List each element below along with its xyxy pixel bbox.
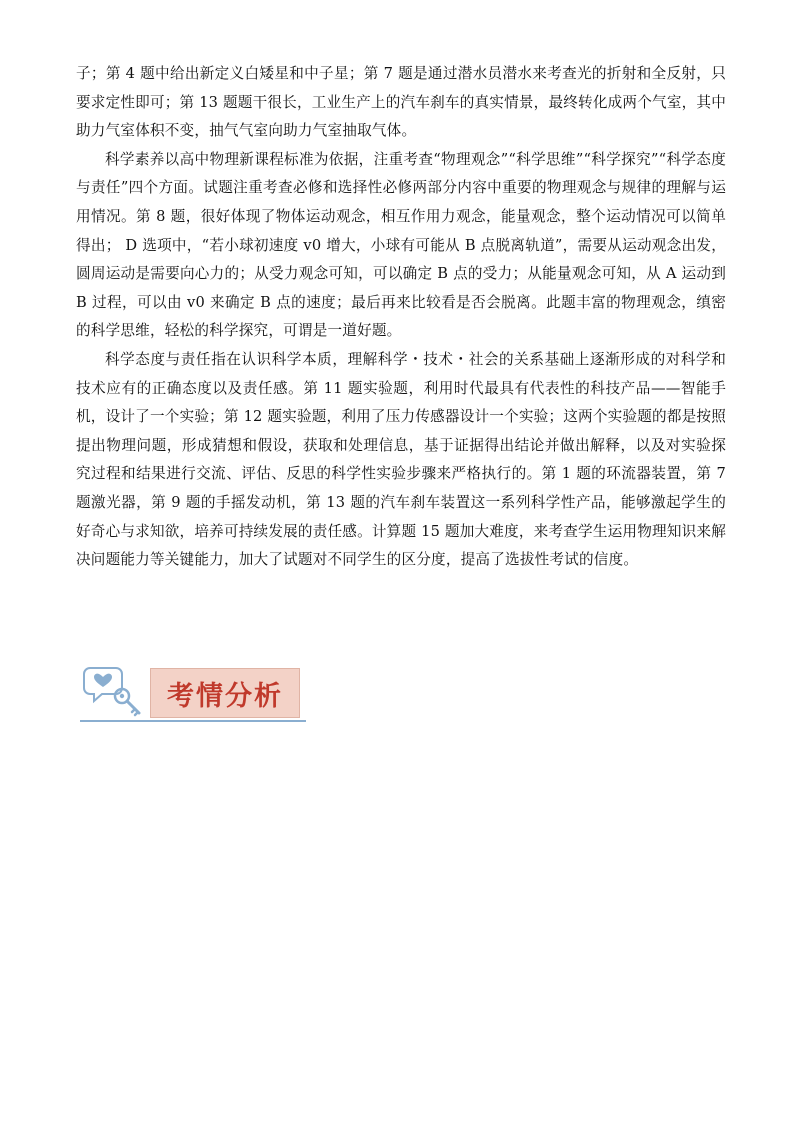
section-title-box — [150, 668, 300, 718]
paragraph-continuation: 子；第 4 题中给出新定义白矮星和中子星；第 7 题是通过潜水员潜水来考查光的折射和全反射，只要求定性即可；第 13 题题干很长，工业生产上的汽车刹车的真实情景，最终转化成两个气室，其中助力气室体积不变，抽气气室向助力气室抽取气体。 — [76, 65, 726, 140]
paragraph-science-literacy: 科学素养以高中物理新课程标准为依据，注重考查“物理观念”“科学思维”“科学探究”“科学态度与责任”四个方面。试题注重考查必修和选择性必修两部分内容中重要的物理观念与规律的理解与运用情况。第 8 题，很好体现了物体运动观念，相互作用力观念，能量观念，整个运动情况可以简单得出； D 选项中，“若小球初速度 v0 增大，小球有可能从 B 点脱离轨道”，需要从运动观念出发，圆周运动是需要向心力的；从受力观念可知，可以确定 B 点的受力；从能量观念可知，从 A 运动到 B 过程，可以由 v0 来确定 B 点的速度；最后再来比较看是否会脱离。此题丰富的物理观念，缜密的科学思维，轻松的科学探究，可谓是一道好题。 — [76, 150, 726, 340]
section-header — [80, 660, 306, 722]
section-underline — [80, 720, 306, 722]
section-title: 考情分析 — [167, 680, 283, 712]
document-body — [76, 60, 726, 575]
key-heart-icon — [80, 660, 150, 720]
paragraph-science-attitude: 科学态度与责任指在认识科学本质，理解科学・技术・社会的关系基础上逐渐形成的对科学和技术应有的正确态度以及责任感。第 11 题实验题，利用时代最具有代表性的科技产品——智能手机，设计了一个实验；第 12 题实验题，利用了压力传感器设计一个实验；这两个实验题的都是按照提出物理问题，形成猜想和假设，获取和处理信息，基于证据得出结论并做出解释，以及对实验探究过程和结果进行交流、评估、反思的科学性实验步骤来严格执行的。第 1 题的环流器装置，第 7 题激光器，第 9 题的手摇发动机，第 13 题的汽车刹车装置这一系列科学性产品，能够激起学生的好奇心与求知欲，培养可持续发展的责任感。计算题 15 题加大难度，来考查学生运用物理知识来解决问题能力等关键能力，加大了试题对不同学生的区分度，提高了选拔性考试的信度。 — [76, 350, 726, 569]
